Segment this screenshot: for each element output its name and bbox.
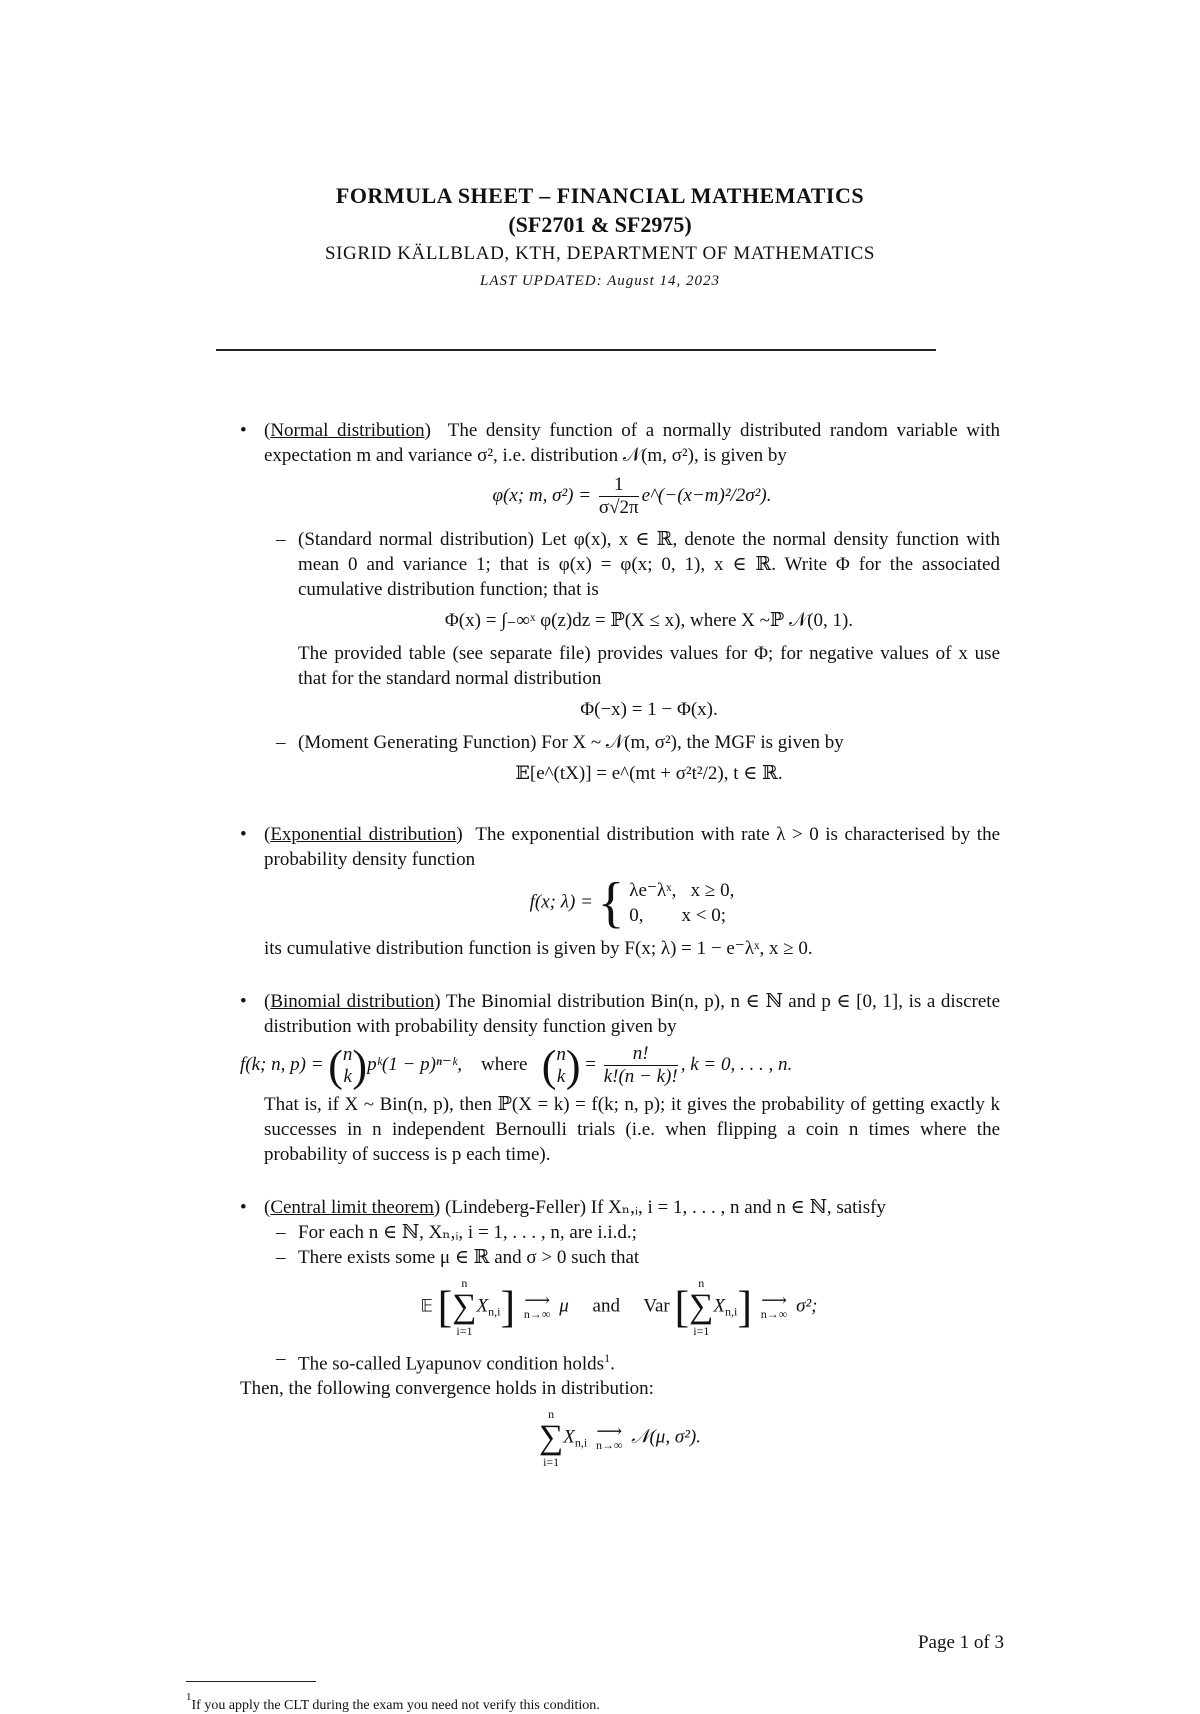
binomial-pmf-formula: f(k; n, p) = (n k)pᵏ(1 − p)ⁿ⁻ᵏ, where (n k) = $\frac{n!}{k!(n - k)!}$ , k = 0, . . . , n. bbox=[240, 1041, 793, 1090]
exponential-heading: Exponential distribution bbox=[270, 824, 457, 845]
binomial-distribution-item: • (Binomial distribution) The Binomial distribution Bin(n, p), n ∈ ℕ and p ∈ [0, 1], is a discrete distribution with probability density function given by f(k; n, p) = (n k)pᵏ(1 − p)ⁿ⁻ᵏ, where (n k) = $\frac{n!}{k!(n - k)!}$ , k = 0, . . . , n. That is, if X ~ Bin(n, p), then ℙ(X = k) = f(k; n, p); it gives the probability of getting exactly k successes in n independent Bernoulli trials (i.e. when flipping a coin n times where the probability of success is p each time). bbox=[240, 991, 1001, 1165]
clt-limit-formula: n ∑ i=1 $X_{n,i}$ ⟶ n→∞ 𝒩(μ, σ²). bbox=[539, 1407, 701, 1470]
standard-normal-cdf-formula: Φ(x) = ∫₋∞ˣ φ(z)dz = ℙ(X ≤ x), where X ~ℙ 𝒩(0, 1). bbox=[444, 610, 854, 631]
footnote: $^1$If you apply the CLT during the exam you need not verify this condition. bbox=[186, 1691, 600, 1713]
footnote-marker: 1 bbox=[604, 1351, 611, 1365]
bullet-icon: • bbox=[240, 824, 247, 845]
bullet-icon: • bbox=[240, 991, 247, 1012]
standard-normal-item: – (Standard normal distribution) Let φ(x), x ∈ ℝ, denote the normal density function with mean 0 and variance 1; that is φ(x) = φ(x; 0, 1), x ∈ ℝ. Write Φ for the associated cumulative distribution function; that is Φ(x) = ∫₋∞ˣ φ(z)dz = ℙ(X ≤ x), where X ~ℙ 𝒩(0, 1). The provided table (see separate file) provides values for Φ; for negative values of x use that for the standard normal distribution Φ(−x) = 1 − Φ(x). bbox=[276, 529, 1000, 720]
symmetry-formula: Φ(−x) = 1 − Φ(x). bbox=[580, 699, 718, 720]
clt-heading: Central limit theorem bbox=[270, 1197, 434, 1218]
formula-list bbox=[240, 418, 1000, 1477]
clt-intro: (Lindeberg-Feller) If Xₙ,ᵢ, i = 1, . . . , n and n ∈ ℕ, satisfy bbox=[444, 1197, 886, 1218]
clt-condition-1: – For each n ∈ ℕ, Xₙ,ᵢ, i = 1, . . . , n, are i.i.d.; bbox=[276, 1222, 637, 1243]
course-codes: (SF2701 & SF2975) bbox=[508, 212, 692, 237]
clt-conclusion: Then, the following convergence holds in distribution: bbox=[240, 1378, 654, 1400]
clt-moment-formula: 𝔼 [ n ∑ i=1 $X_{n,i}$] ⟶ n→∞ μ and Var [ n ∑ i=1 $X_{n,i}$] ⟶ n→∞ σ²; bbox=[420, 1276, 818, 1338]
normal-density-formula: φ(x; m, σ²) = $\frac{1}{\sigma√2\pi}$ e^(−(x−m)²/2σ²). bbox=[492, 474, 772, 518]
bullet-icon: • bbox=[240, 420, 247, 441]
dash-icon: – bbox=[276, 732, 286, 753]
dash-icon: – bbox=[276, 1348, 286, 1369]
footnote-rule bbox=[186, 1681, 316, 1682]
binomial-interpretation: That is, if X ~ Bin(n, p), then ℙ(X = k) = f(k; n, p); it gives the probability of getting exactly k successes in n independent Bernoulli trials (i.e. when flipping a coin n times where the probability of success is p each time). bbox=[264, 1094, 1000, 1165]
binomial-description: The Binomial distribution Bin(n, p), n ∈ ℕ and p ∈ [0, 1], is a discrete distribution with probability density function given by bbox=[264, 991, 1001, 1037]
binomial-heading: Binomial distribution bbox=[270, 991, 435, 1012]
bullet-icon: • bbox=[240, 1197, 247, 1218]
mgf-formula: 𝔼[e^(tX)] = e^(mt + σ²t²/2), t ∈ ℝ. bbox=[515, 763, 783, 784]
last-updated: LAST UPDATED: August 14, 2023 bbox=[480, 273, 720, 289]
author-line: SIGRID KÄLLBLAD, KTH, DEPARTMENT OF MATHEMATICS bbox=[324, 243, 876, 264]
exponential-distribution-item: • (Exponential distribution) The exponential distribution with rate λ > 0 is characterised by the probability density function f(x; λ) = { λe⁻λˣ, x ≥ 0, 0, x < 0; its cumulative distribution function is given by F(x; λ) = 1 − e⁻λˣ, x ≥ 0. bbox=[240, 824, 1001, 959]
table-note: The provided table (see separate file) provides values for Φ; for negative values of x use that for the standard normal distribution bbox=[298, 643, 1000, 689]
mgf-item: – (Moment Generating Function) For X ~ 𝒩(m, σ²), the MGF is given by 𝔼[e^(tX)] = e^(mt + σ²t²/2), t ∈ ℝ. bbox=[264, 730, 1000, 786]
page-title: FORMULA SHEET – FINANCIAL MATHEMATICS bbox=[335, 183, 865, 208]
dash-icon: – bbox=[276, 529, 286, 550]
normal-distribution-item: • (Normal distribution) The density function of a normally distributed random variable with expectation m and variance σ², i.e. distribution 𝒩(m, σ²), is given by φ(x; m, σ²) = $\frac{1}{\sigma√2\pi}$ e^(−(x−m)²/2σ²). bbox=[240, 420, 1001, 518]
dash-icon: – bbox=[276, 1247, 286, 1268]
normal-description: The density function of a normally distributed random variable with expectation m and variance σ², i.e. distribution 𝒩(m, σ²), is given by bbox=[264, 420, 1001, 466]
separator-rule bbox=[216, 349, 936, 351]
normal-heading: Normal distribution bbox=[270, 420, 425, 441]
clt-item: • (Central limit theorem) (Lindeberg-Feller) If Xₙ,ᵢ, i = 1, . . . , n and n ∈ ℕ, satisfy bbox=[240, 1197, 886, 1218]
page-number: Page 1 of 3 bbox=[917, 1632, 1004, 1653]
clt-condition-3: – The so-called Lyapunov condition holds$^1$. bbox=[276, 1348, 615, 1375]
exponential-cdf: its cumulative distribution function is given by F(x; λ) = 1 − e⁻λˣ, x ≥ 0. bbox=[264, 938, 813, 959]
dash-icon: – bbox=[276, 1222, 286, 1243]
exponential-density-formula: f(x; λ) = { λe⁻λˣ, x ≥ 0, 0, x < 0; bbox=[529, 872, 735, 934]
clt-condition-2: – There exists some μ ∈ ℝ and σ > 0 such that 𝔼 [ n ∑ i=1 $X_{n,i}$] ⟶ n→∞ μ and Var [ n ∑ i=1 $X_{n,i}$] ⟶ n→∞ σ²; bbox=[264, 1245, 1000, 1338]
exponential-description: The exponential distribution with rate λ > 0 is characterised by the probability density function bbox=[264, 824, 1001, 870]
